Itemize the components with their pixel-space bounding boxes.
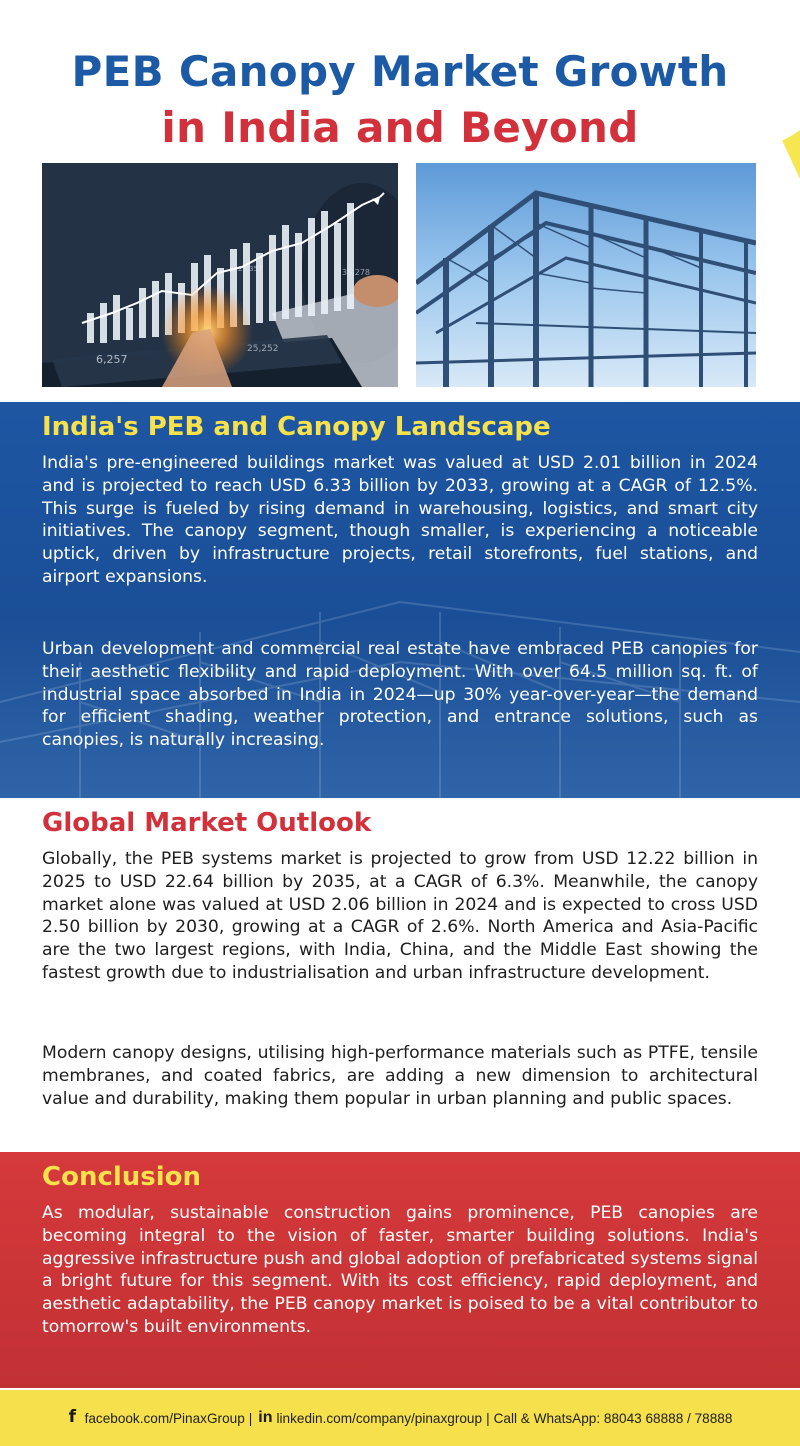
footer-separator: | [486,1410,490,1426]
global-heading: Global Market Outlook [42,808,372,838]
contact-numbers: Call & WhatsApp: 88043 68888 / 78888 [493,1410,733,1426]
footer-contact-bar [0,1390,800,1446]
linkedin-icon: in [258,1409,273,1426]
steel-frame-illustration [416,163,756,387]
page-title [0,44,800,156]
conclusion-paragraph: As modular, sustainable construction gains prominence, PEB canopies are becoming integral to the vision of faster, smarter building solutions. India's aggressive infrastructure push and global adoption of prefabricated systems signal a bright future for this segment. With its cost efficiency, rapid deployment, and aesthetic adaptability, the PEB canopy market is poised to be a vital contributor to tomorrow's built environments. [42,1203,758,1337]
linkedin-link[interactable]: linkedin.com/company/pinaxgroup [276,1410,483,1426]
footer-separator: | [248,1410,253,1426]
steel-structure-photo [416,163,756,387]
growth-chart-illustration [42,163,398,387]
conclusion-section [0,1152,800,1388]
chart-number-2: 25,252 [247,344,279,354]
india-heading: India's PEB and Canopy Landscape [42,412,551,442]
title-line-1: PEB Canopy Market Growth [71,47,729,96]
global-paragraph-2: Modern canopy designs, utilising high-performance materials such as PTFE, tensile membranes, and coated fabrics, are adding a new dimension to architectural value and durability, making them popular in urban planning and public spaces. [42,1043,758,1109]
india-paragraph-1: India's pre-engineered buildings market was valued at USD 2.01 billion in 2024 and is projected to reach USD 6.33 billion by 2033, growing at a CAGR of 12.5%. This surge is fueled by rising demand in warehousing, logistics, and smart city initiatives. The canopy segment, though smaller, is experiencing a noticeable uptick, driven by infrastructure projects, retail storefronts, fuel stations, and airport expansions. [42,453,758,587]
chart-number-1: 6,257 [96,353,128,366]
chart-number-4: 35,278 [342,268,370,277]
facebook-link[interactable]: facebook.com/PinaxGroup [84,1410,245,1426]
chart-number-3: 25,357 [238,265,263,273]
global-paragraph-1: Globally, the PEB systems market is projected to grow from USD 12.22 billion in 2025 to USD 22.64 billion by 2035, at a CAGR of 6.3%. Meanwhile, the canopy market alone was valued at USD 2.06 billion in 2024 and is expected to cross USD 2.50 billion by 2030, growing at a CAGR of 2.6%. North America and Asia-Pacific are the two largest regions, with India, China, and the Middle East showing the fastest growth due to industrialisation and urban infrastructure development. [42,849,758,983]
india-section [0,402,800,798]
title-line-2: in India and Beyond [161,103,639,152]
conclusion-heading: Conclusion [42,1162,202,1192]
facebook-icon [68,1410,79,1426]
india-paragraph-2: Urban development and commercial real estate have embraced PEB canopies for their aesthetic flexibility and rapid deployment. With over 64.5 million sq. ft. of industrial space absorbed in India in 2024—up 30% year-over-year—the demand for efficient shading, weather protection, and entrance solutions, such as canopies, is naturally increasing. [42,639,758,751]
growth-chart-photo [42,163,398,387]
